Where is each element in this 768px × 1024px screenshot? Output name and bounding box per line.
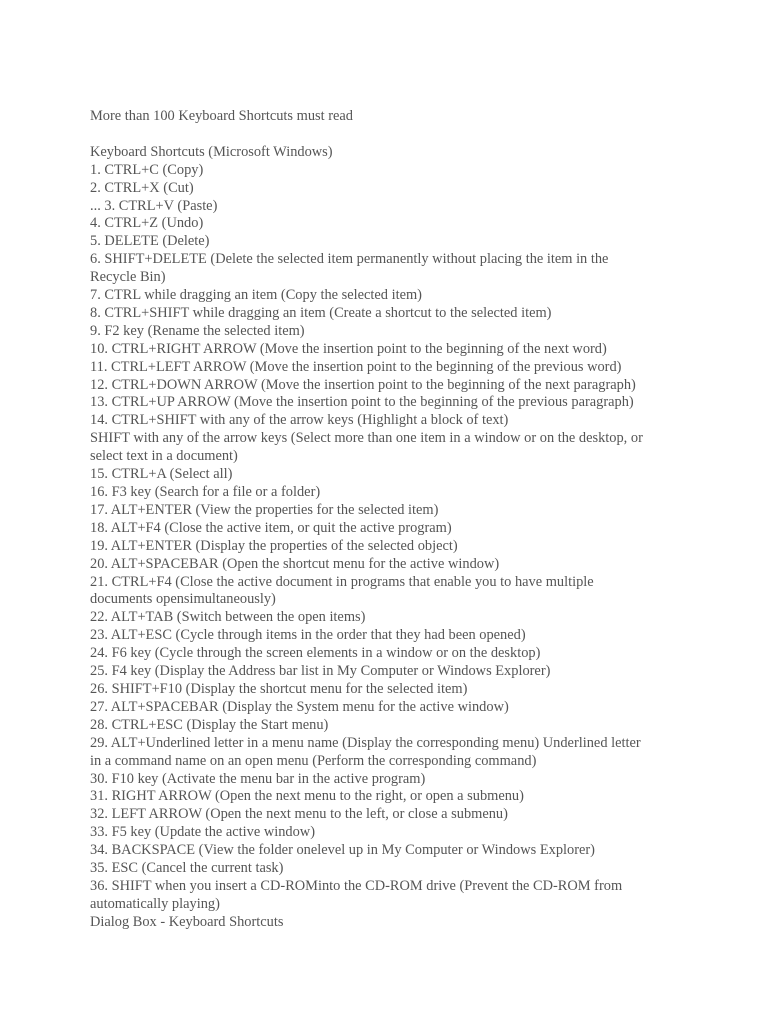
text-line: 24. F6 key (Cycle through the screen elements in a window or on the desktop)	[90, 645, 541, 662]
document-title: More than 100 Keyboard Shortcuts must read	[90, 108, 353, 124]
text-line: 5. DELETE (Delete)	[90, 233, 210, 250]
text-line: 25. F4 key (Display the Address bar list in My Computer or Windows Explorer)	[90, 663, 551, 680]
text-line: 16. F3 key (Search for a file or a folder)	[90, 484, 321, 501]
text-line: automatically playing)	[90, 895, 220, 912]
text-line: 27. ALT+SPACEBAR (Display the System menu for the active window)	[90, 698, 509, 715]
text-line: 33. F5 key (Update the active window)	[90, 824, 315, 841]
text-line: 18. ALT+F4 (Close the active item, or quit the active program)	[90, 519, 452, 536]
text-line: 36. SHIFT when you insert a CD-ROMinto the CD-ROM drive (Prevent the CD-ROM from	[90, 877, 623, 894]
text-line: 9. F2 key (Rename the selected item)	[90, 322, 305, 339]
text-line: in a command name on an open menu (Perform the corresponding command)	[90, 752, 537, 769]
text-line: 22. ALT+TAB (Switch between the open items)	[90, 609, 366, 626]
text-line: 15. CTRL+A (Select all)	[90, 466, 233, 483]
text-line: documents opensimultaneously)	[90, 591, 276, 608]
text-line: 26. SHIFT+F10 (Display the shortcut menu for the selected item)	[90, 680, 468, 697]
text-line: 31. RIGHT ARROW (Open the next menu to the right, or open a submenu)	[90, 788, 524, 805]
text-line: Recycle Bin)	[90, 269, 166, 286]
text-line: ... 3. CTRL+V (Paste)	[90, 197, 218, 214]
text-line: SHIFT with any of the arrow keys (Select more than one item in a window or on the desktop, or	[90, 430, 643, 447]
document-page	[90, 108, 680, 932]
text-line: 30. F10 key (Activate the menu bar in the active program)	[90, 770, 426, 787]
text-line: 1. CTRL+C (Copy)	[90, 161, 204, 178]
text-line: 2. CTRL+X (Cut)	[90, 179, 194, 196]
text-line: 13. CTRL+UP ARROW (Move the insertion point to the beginning of the previous paragraph)	[90, 394, 634, 411]
text-line: 21. CTRL+F4 (Close the active document in programs that enable you to have multiple	[90, 573, 594, 590]
text-line: select text in a document)	[90, 448, 238, 465]
text-line: 29. ALT+Underlined letter in a menu name (Display the corresponding menu) Underlined letter	[90, 734, 641, 751]
text-line: 32. LEFT ARROW (Open the next menu to the left, or close a submenu)	[90, 806, 508, 823]
text-line: 17. ALT+ENTER (View the properties for the selected item)	[90, 501, 439, 518]
text-line: 23. ALT+ESC (Cycle through items in the order that they had been opened)	[90, 627, 526, 644]
text-line: 7. CTRL while dragging an item (Copy the selected item)	[90, 287, 422, 304]
section-heading-dialog-box: Dialog Box - Keyboard Shortcuts	[90, 913, 284, 930]
text-line: 12. CTRL+DOWN ARROW (Move the insertion point to the beginning of the next paragraph)	[90, 376, 636, 393]
text-line: 14. CTRL+SHIFT with any of the arrow keys (Highlight a block of text)	[90, 412, 509, 429]
text-line: 35. ESC (Cancel the current task)	[90, 860, 284, 877]
shortcut-list	[90, 144, 680, 932]
text-line: 11. CTRL+LEFT ARROW (Move the insertion point to the beginning of the previous word)	[90, 358, 622, 375]
text-line: 20. ALT+SPACEBAR (Open the shortcut menu for the active window)	[90, 555, 500, 572]
text-line: 10. CTRL+RIGHT ARROW (Move the insertion point to the beginning of the next word)	[90, 340, 607, 357]
text-line: 19. ALT+ENTER (Display the properties of the selected object)	[90, 537, 458, 554]
text-line: 6. SHIFT+DELETE (Delete the selected item permanently without placing the item in the	[90, 251, 609, 268]
text-line: 8. CTRL+SHIFT while dragging an item (Create a shortcut to the selected item)	[90, 304, 552, 321]
section-heading: Keyboard Shortcuts (Microsoft Windows)	[90, 143, 333, 160]
text-line: 28. CTRL+ESC (Display the Start menu)	[90, 716, 329, 733]
text-line: 34. BACKSPACE (View the folder onelevel up in My Computer or Windows Explorer)	[90, 842, 595, 859]
text-line: 4. CTRL+Z (Undo)	[90, 215, 204, 232]
